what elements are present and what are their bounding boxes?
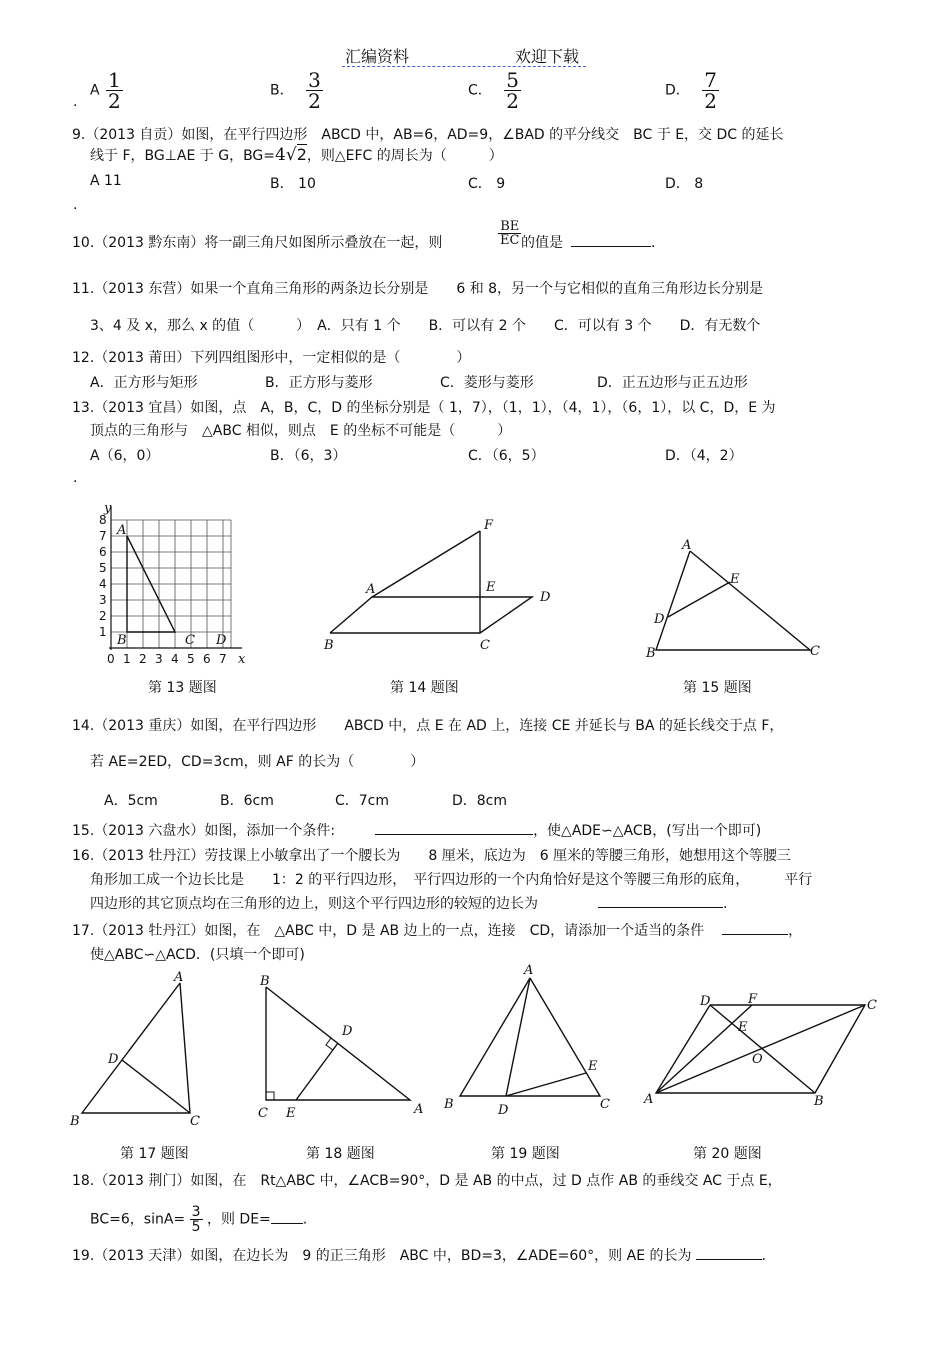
q12-line1: 12.（2013 莆田）下列四组图形中，一定相似的是（ ） [72, 350, 471, 366]
fig15-label-e: E [730, 572, 740, 587]
fig13-x-tick: 5 [187, 652, 195, 666]
fig13-x-tick: 4 [171, 652, 179, 666]
fig13-y-tick: 5 [99, 561, 107, 575]
fig20-diagonal-db [710, 1005, 815, 1093]
q18-line2: BC=6，sinA= $\frac{3}{5}$ ，则 DE= . [90, 1204, 308, 1235]
fig17-segment-cd [122, 1060, 190, 1113]
fig15-label-d: D [654, 612, 665, 627]
fig14-segment-af [372, 531, 480, 597]
q13-option-b: B．（6，3） [270, 448, 347, 464]
fig20-label-e: E [738, 1020, 748, 1035]
fig19-segment-ad [506, 978, 530, 1096]
fig13-y-tick: 2 [99, 609, 107, 623]
q8-option-b: B． $\frac{3}{2}$ [270, 68, 321, 113]
q9-option-b: B． 10 [270, 176, 316, 192]
fig19-label-c: C [600, 1097, 610, 1112]
q19-text: 19.（2013 天津）如图，在边长为 9 的正三角形 ABC 中，BD=3，∠ADE=60°，则 AE 的长为 . [72, 1248, 766, 1264]
q13-option-c: C．（6，5） [468, 448, 545, 464]
figure-13 [90, 500, 250, 670]
q8-option-a-dot: . [73, 94, 78, 110]
fig18-label-b: B [260, 974, 270, 989]
fig19-segment-de [506, 1073, 586, 1096]
fig17-label-d: D [108, 1052, 119, 1067]
q8-option-c: C． $\frac{5}{2}$ [468, 68, 519, 113]
fig14-caption: 第 14 题图 [390, 680, 459, 696]
q9-option-a: A 11 [90, 173, 122, 189]
q18-answer-blank[interactable] [271, 1223, 303, 1224]
fig15-triangle-abc [656, 551, 810, 650]
header-left: 汇编资料 [345, 47, 410, 66]
q16-answer-blank[interactable] [598, 907, 723, 908]
q11-line2: 3、4 及 x，那么 x 的值（ ） A．只有 1 个 B．可以有 2 个 C．可以有 3 个 D．有无数个 [90, 318, 761, 334]
fig13-caption: 第 13 题图 [148, 680, 217, 696]
fig17-label-c: C [190, 1114, 200, 1129]
q19-answer-blank[interactable] [696, 1259, 762, 1260]
fig18-caption: 第 18 题图 [306, 1146, 375, 1162]
fig20-label-d: D [700, 994, 711, 1009]
q16-line1: 16.（2013 牡丹江）劳技课上小敏拿出了一个腰长为 8 厘米，底边为 6 厘米的等腰三角形，她想用这个等腰三 [72, 848, 792, 864]
fig17-triangle-abc [82, 983, 190, 1113]
fig15-label-c: C [810, 644, 820, 659]
q12-option-d: D．正五边形与正五边形 [597, 375, 748, 391]
q13-line1: 13.（2013 宜昌）如图，点 A，B，C，D 的坐标分别是（ 1，7），（1，1），（4，1），（6，1），以 C，D，E 为 [72, 400, 776, 416]
q17-answer-blank[interactable] [722, 934, 788, 935]
fig18-label-e: E [286, 1106, 296, 1121]
fig20-label-o: O [752, 1052, 763, 1067]
fig17-caption: 第 17 题图 [120, 1146, 189, 1162]
fig20-label-a: A [644, 1092, 654, 1107]
header-divider [342, 66, 586, 67]
fig18-right-angle-c [266, 1092, 274, 1100]
q10-answer-blank[interactable] [571, 246, 651, 247]
fig13-point-a: A [117, 523, 127, 538]
q14-option-a: A．5cm [104, 793, 158, 809]
fig14-label-d: D [540, 590, 551, 605]
fig13-x-tick: 7 [219, 652, 227, 666]
fig20-caption: 第 20 题图 [693, 1146, 762, 1162]
q15-text: 15.（2013 六盘水）如图，添加一个条件: ，使△ADE∽△ACB，(写出一个即可) [72, 823, 762, 839]
q14-option-d: D．8cm [452, 793, 508, 809]
fig13-point-c: C [185, 633, 195, 648]
q17-line1: 17.（2013 牡丹江）如图，在 △ABC 中，D 是 AB 边上的一点，连接 CD，请添加一个适当的条件 ， [72, 923, 803, 939]
q9-option-c: C． 9 [468, 176, 506, 192]
fig20-diagonal-ac [656, 1005, 865, 1093]
fig20-label-b: B [814, 1094, 824, 1109]
figure-20 [640, 985, 885, 1110]
fig19-caption: 第 19 题图 [491, 1146, 560, 1162]
fig13-y-tick: 1 [99, 625, 107, 639]
fig13-y-tick: 4 [99, 577, 107, 591]
fig20-label-c: C [867, 998, 877, 1013]
q9-option-a-dot: . [73, 197, 78, 213]
q8-option-a: A $\frac{1}{2}$ [90, 68, 121, 113]
fig13-x-tick: 0 [107, 652, 115, 666]
fig14-label-b: B [324, 638, 334, 653]
fig19-label-b: B [444, 1097, 454, 1112]
q9-option-d: D． 8 [665, 176, 704, 192]
header-right: 欢迎下载 [515, 47, 580, 66]
figure-19 [440, 958, 620, 1123]
q10-fraction: $\frac{BE}{EC}$ [500, 219, 520, 248]
q9-line2: 线于 F，BG⊥AE 于 G，BG=4√2，则△EFC 的周长为（ ） [90, 145, 503, 165]
q16-line2: 角形加工成一个边长比是 1：2 的平行四边形， 平行四边形的一个内角恰好是这个等腰三角形的底角， 平行 [90, 872, 813, 888]
fig19-triangle-abc [460, 978, 600, 1096]
fig13-y-tick: 7 [99, 529, 107, 543]
fig13-point-d: D [216, 633, 227, 648]
fig17-label-a: A [174, 970, 184, 985]
figure-15 [640, 535, 830, 660]
q16-line3: 四边形的其它顶点均在三角形的边上，则这个平行四边形的较短的边长为 . [90, 896, 728, 912]
fig13-y-tick: 8 [99, 513, 107, 527]
q11-line1: 11.（2013 东营）如果一个直角三角形的两条边长分别是 6 和 8，另一个与它相似的直角三角形边长分别是 [72, 281, 764, 297]
fig15-label-a: A [682, 538, 692, 553]
fig14-label-e: E [486, 580, 496, 595]
q14-option-b: B．6cm [220, 793, 274, 809]
figure-18 [250, 965, 435, 1130]
fig19-label-a: A [524, 963, 534, 978]
fig14-label-a: A [366, 582, 376, 597]
fig15-label-b: B [646, 646, 656, 660]
fig14-label-f: F [484, 518, 494, 533]
q13-option-a: A（6，0） [90, 448, 160, 464]
fig18-segment-de [296, 1043, 338, 1100]
q14-line2: 若 AE=2ED，CD=3cm，则 AF 的长为（ ） [90, 754, 425, 770]
q10-tail: 的值是 . [521, 235, 656, 251]
fig18-right-angle-d [326, 1038, 333, 1050]
fig18-label-d: D [342, 1024, 353, 1039]
q18-line1: 18.（2013 荆门）如图，在 Rt△ABC 中，∠ACB=90°，D 是 AB 的中点，过 D 点作 AB 的垂线交 AC 于点 E， [72, 1173, 782, 1189]
fig13-y-tick: 3 [99, 593, 107, 607]
fig13-x-tick: 3 [155, 652, 163, 666]
fig20-segment-af [656, 1005, 752, 1093]
q13-line2: 顶点的三角形与 △ABC 相似，则点 E 的坐标不可能是（ ） [90, 423, 512, 439]
fig13-x-label: x [238, 652, 246, 667]
fig15-caption: 第 15 题图 [683, 680, 752, 696]
q17-line2: 使△ABC∽△ACD．(只填一个即可) [90, 947, 305, 963]
fig18-label-a: A [414, 1102, 424, 1117]
q13-option-d: D．（4，2） [665, 448, 743, 464]
figure-14 [320, 515, 560, 660]
figure-17 [62, 965, 217, 1135]
q12-option-a: A．正方形与矩形 [90, 375, 198, 391]
q10-text: 10.（2013 黔东南）将一副三角尺如图所示叠放在一起，则 [72, 235, 443, 251]
fig14-parallelogram [330, 597, 532, 633]
fig13-y-tick: 6 [99, 545, 107, 559]
q13-option-a-dot: . [73, 470, 78, 486]
fig17-label-b: B [70, 1114, 80, 1129]
q14-line1: 14.（2013 重庆）如图，在平行四边形 ABCD 中，点 E 在 AD 上，连接 CE 并延长与 BA 的延长线交于点 F， [72, 718, 784, 734]
fig13-x-tick: 1 [123, 652, 131, 666]
fig19-label-d: D [498, 1103, 509, 1118]
q15-answer-blank[interactable] [375, 834, 533, 835]
fig20-label-f: F [748, 992, 758, 1007]
fig13-y-label: y [104, 501, 112, 516]
q14-option-c: C．7cm [335, 793, 390, 809]
q12-option-b: B．正方形与菱形 [265, 375, 373, 391]
q12-option-c: C．菱形与菱形 [440, 375, 534, 391]
fig13-x-tick: 6 [203, 652, 211, 666]
q8-option-d: D． $\frac{7}{2}$ [665, 68, 717, 113]
q9-line1: 9.（2013 自贡）如图，在平行四边形 ABCD 中，AB=6，AD=9，∠BAD 的平分线交 BC 于 E，交 DC 的延长 [72, 127, 784, 143]
fig18-label-c: C [258, 1106, 268, 1121]
fig19-label-e: E [588, 1059, 598, 1074]
fig13-x-tick: 2 [139, 652, 147, 666]
fig14-label-c: C [480, 638, 490, 653]
fig13-point-b: B [117, 633, 127, 648]
